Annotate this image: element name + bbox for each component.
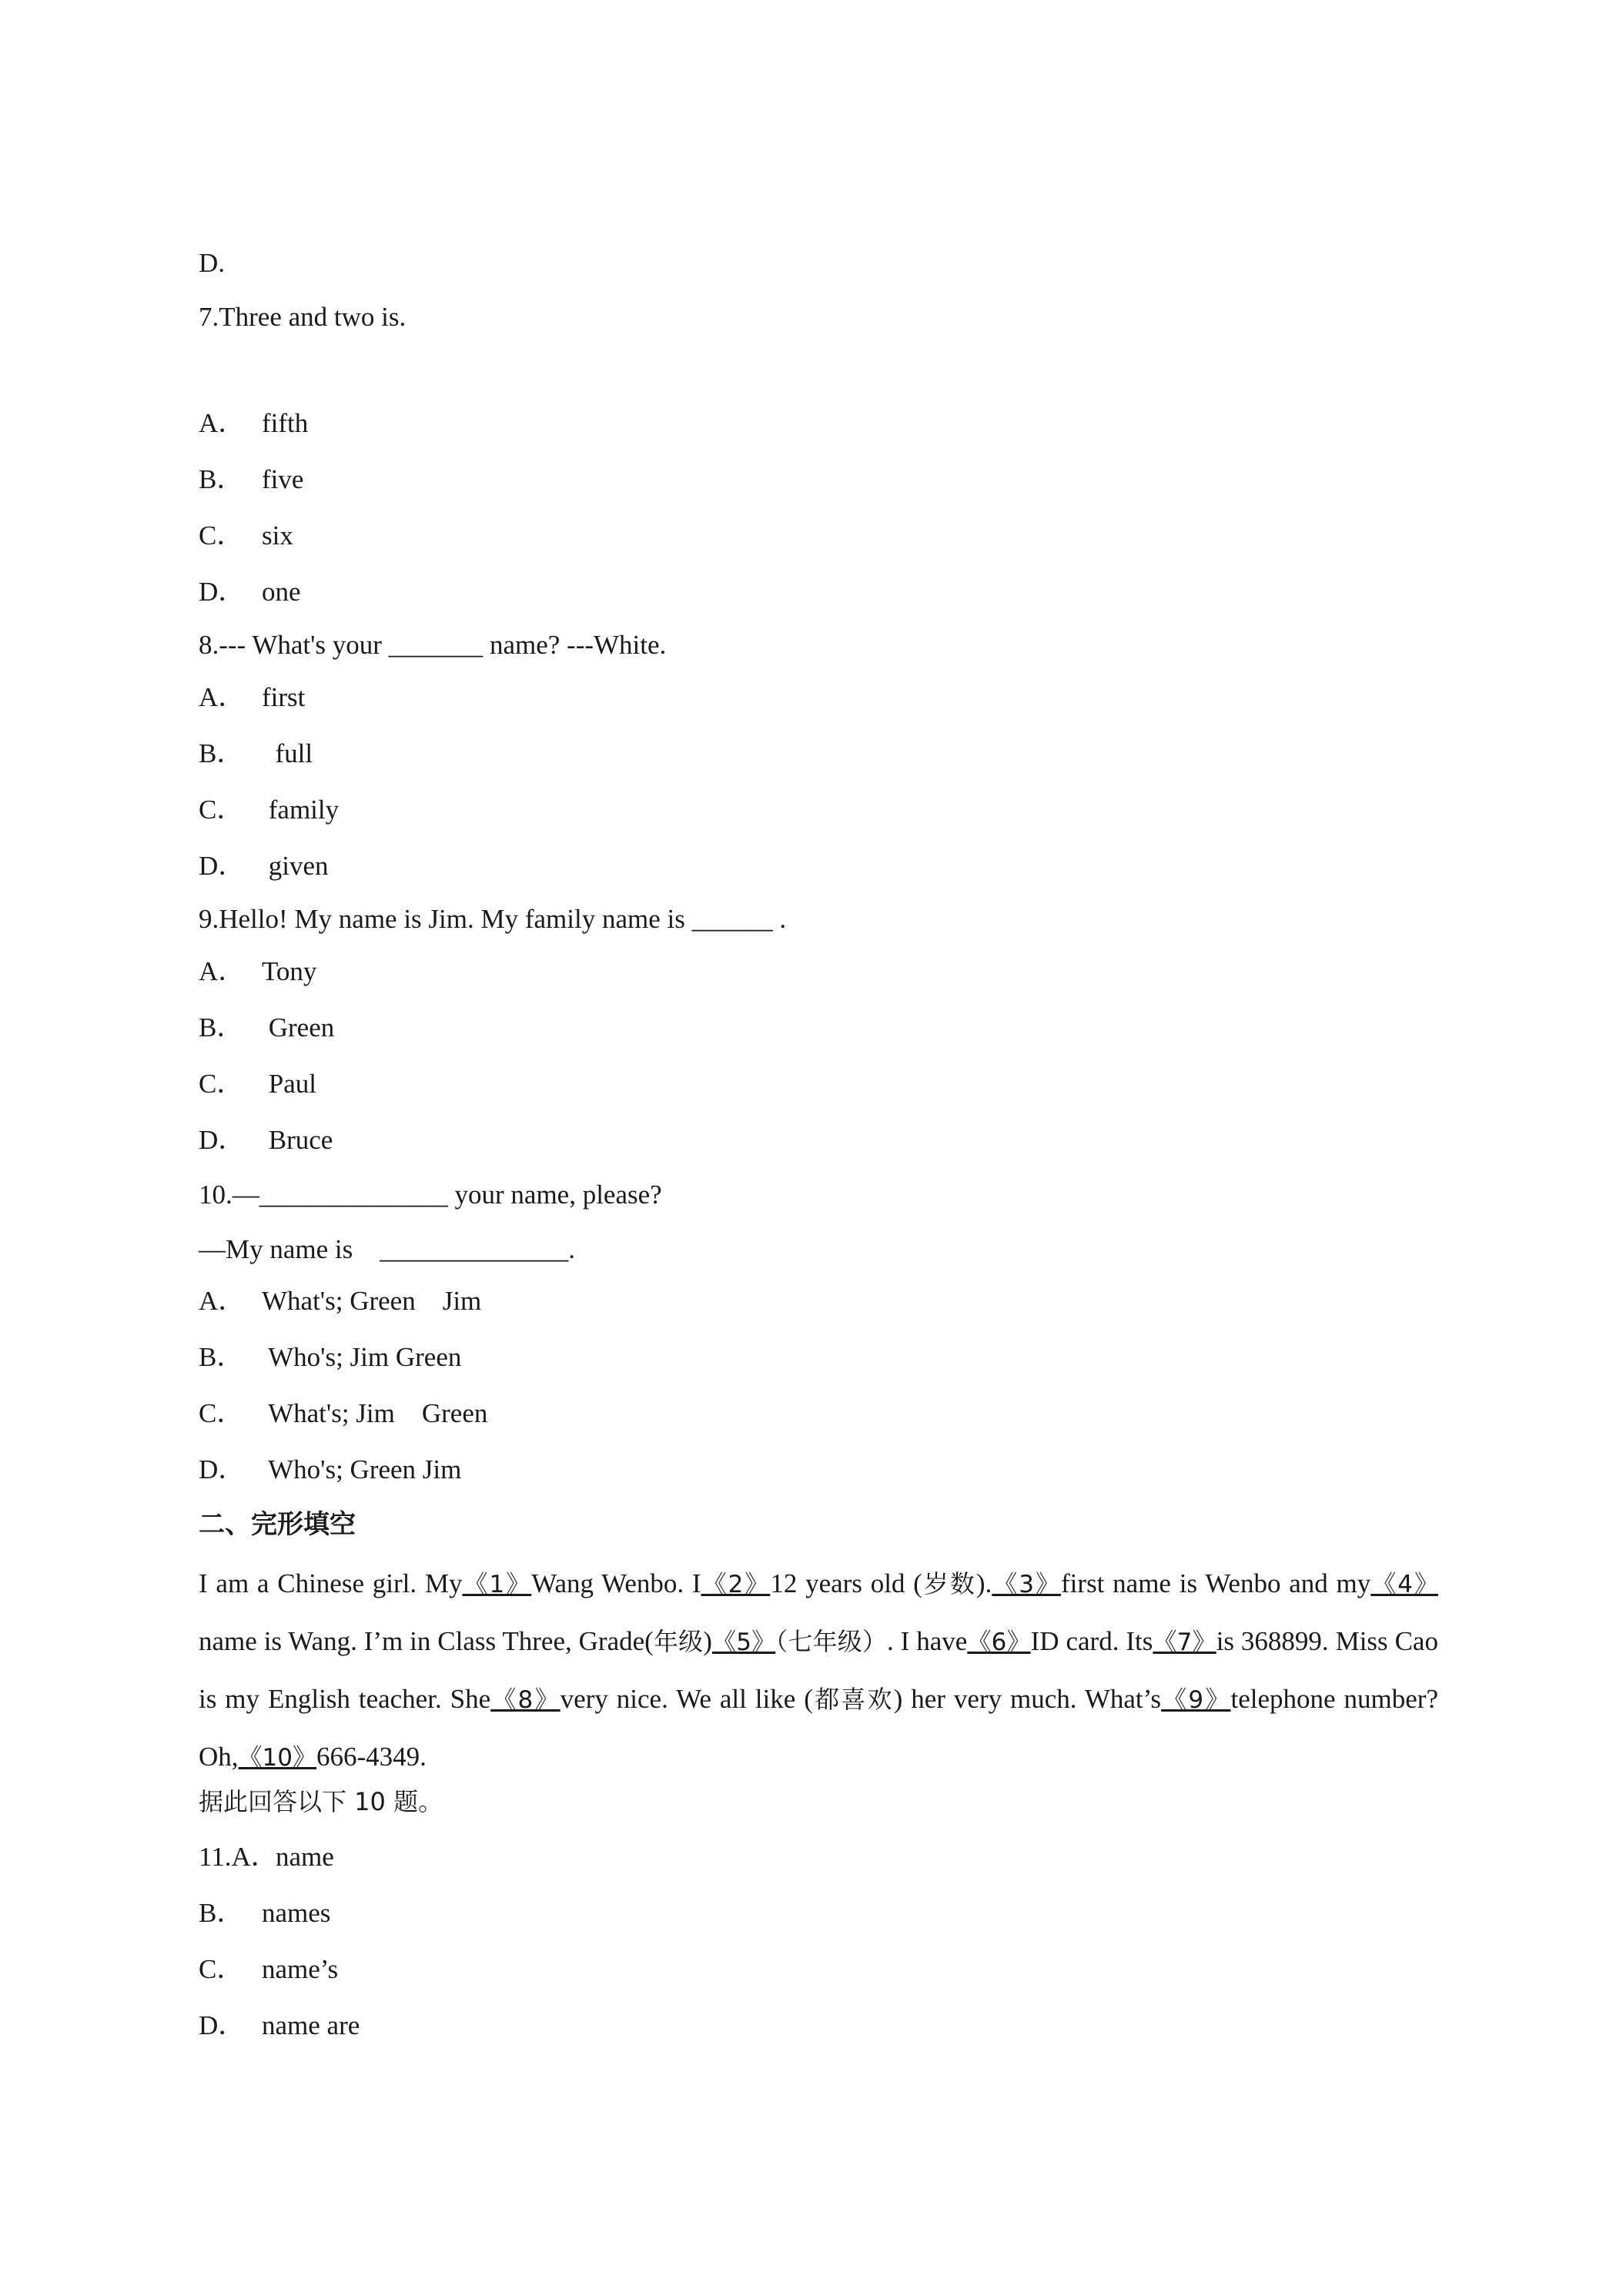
q8-option-c: C． family <box>199 795 340 825</box>
q7-option-a: A． fifth <box>199 408 309 438</box>
q9-option-a: A． Tony <box>199 956 317 986</box>
blank-10: 《10》 <box>238 1744 316 1772</box>
blank-6: 《6》 <box>967 1628 1031 1656</box>
q8-option-d: D． given <box>199 851 329 881</box>
q9-option-d: D． Bruce <box>199 1125 333 1155</box>
section-heading-cloze: 二、完形填空 <box>199 1509 356 1540</box>
q10-option-c: C． What's; Jim Green <box>199 1398 488 1428</box>
q11-option-b: B． names <box>199 1898 331 1928</box>
q7-option-b: B． five <box>199 464 304 494</box>
q11-option-c: C． name’s <box>199 1954 339 1984</box>
q9-option-c: C． Paul <box>199 1069 316 1099</box>
q8-option-a: A． first <box>199 682 306 712</box>
q10-stem-line-2: —My name is ______________. <box>199 1234 576 1264</box>
q7-option-c: C． six <box>199 520 293 551</box>
blank-3: 《3》 <box>992 1571 1062 1598</box>
q6-option-d: D. <box>199 248 226 278</box>
q8-stem: 8.--- What's your _______ name? ---White. <box>199 630 667 660</box>
cloze-passage: I am a Chinese girl. My《1》Wang Wenbo. I《2》12 years old (岁数).《3》first name is Wenbo and my《4》name is Wang. I’m in Class Three, Grade(年级)《5》（七年级）. I have《6》ID card. Its《7》is 368899. Miss Cao is my English teacher. She《8》very nice. We all like (都喜欢) her very much. What’s《9》telephone number? Oh,《10》666-4349. <box>199 1568 1438 1772</box>
q9-option-b: B． Green <box>199 1012 335 1043</box>
q10-option-a: A． What's; Green Jim <box>199 1286 482 1316</box>
blank-8: 《8》 <box>490 1686 561 1714</box>
blank-7: 《7》 <box>1153 1628 1216 1656</box>
blank-1: 《1》 <box>462 1571 532 1598</box>
q11-option-d: D． name are <box>199 2010 360 2040</box>
blank-9: 《9》 <box>1161 1686 1231 1714</box>
q11-option-a: 11.A．name <box>199 1842 334 1872</box>
blank-4: 《4》 <box>1370 1571 1438 1598</box>
q10-stem-line-1: 10.—______________ your name, please? <box>199 1180 662 1210</box>
q7-stem: 7.Three and two is. <box>199 302 407 332</box>
blank-2: 《2》 <box>701 1571 771 1598</box>
q10-option-b: B． Who's; Jim Green <box>199 1342 462 1372</box>
q9-stem: 9.Hello! My name is Jim. My family name is ______ . <box>199 904 787 934</box>
blank-5: 《5》 <box>711 1628 776 1656</box>
q7-option-d: D． one <box>199 577 301 607</box>
instruction-text: 据此回答以下 10 题。 <box>199 1787 443 1816</box>
q8-option-b: B． full <box>199 738 313 768</box>
q10-option-d: D． Who's; Green Jim <box>199 1454 462 1484</box>
